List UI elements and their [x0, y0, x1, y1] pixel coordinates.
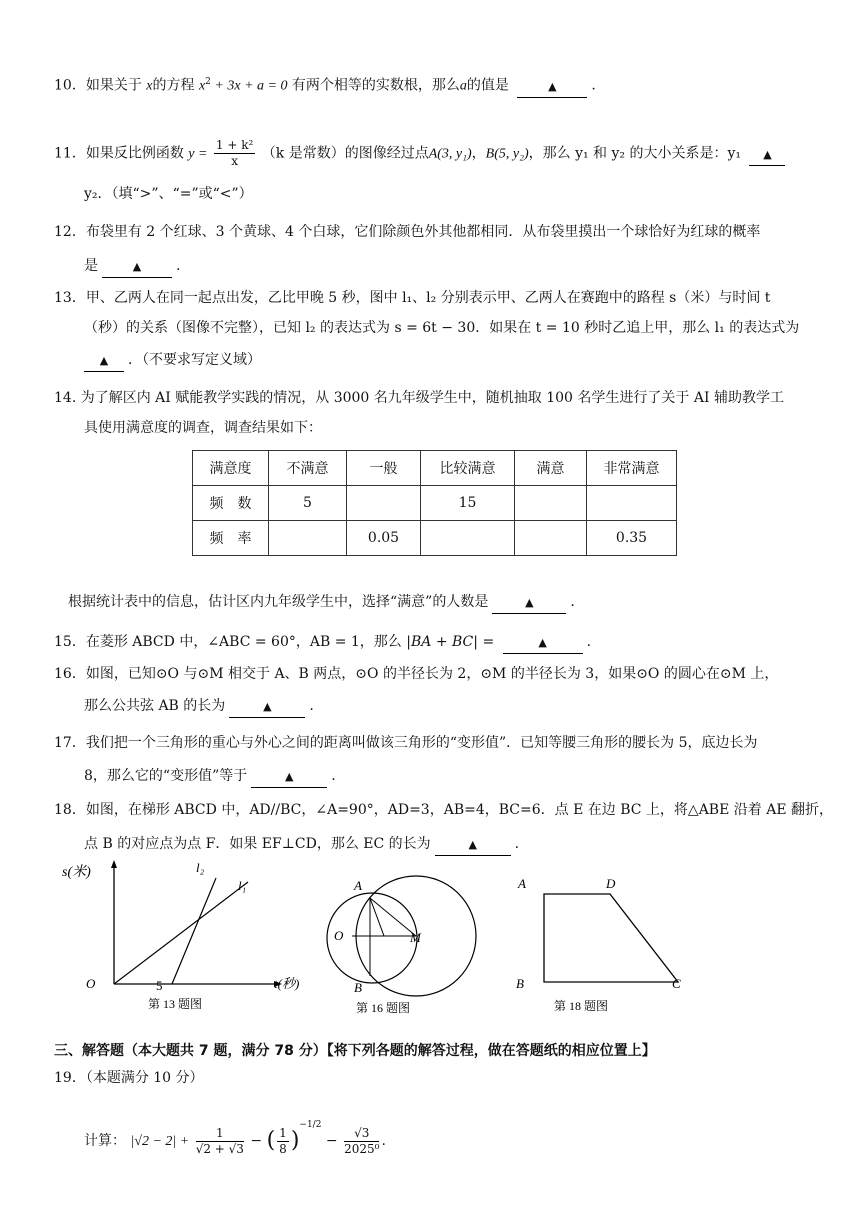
question-10: 10．如果关于 x的方程 $x^2 + 3x + a = 0$ 有两个相等的实数根，那么a的值是 ▲ . — [54, 72, 596, 98]
label-o: O — [334, 928, 344, 943]
y-axis-arrow-icon — [111, 860, 117, 868]
question-15: 15．在菱形 ABCD 中，∠ABC = 60°，AB = 1，那么 |BA + BC| = ▲ . — [54, 632, 591, 654]
question-13-line3: ▲ ．（不要求写定义域） — [84, 350, 261, 372]
question-14-line2: 具使用满意度的调查，调查结果如下： — [84, 420, 322, 436]
label-c: C — [672, 976, 681, 991]
table-row: 频 数 5 15 — [193, 486, 677, 521]
table-row: 频 率 0.05 0.35 — [193, 521, 677, 556]
figure-13 — [56, 856, 316, 1016]
l1-label: l₁ — [238, 878, 247, 893]
figure-18 — [506, 868, 696, 1018]
figure-caption: 第 13 题图 — [148, 997, 203, 1011]
question-14: 14. 为了解区内 AI 赋能教学实践的情况，从 3000 名九年级学生中，随机抽取 100 名学生进行了关于 AI 辅助教学工 — [54, 390, 784, 406]
answer-blank-13[interactable]: ▲ — [84, 350, 124, 372]
label-a: A — [354, 878, 362, 893]
origin-label: O — [86, 976, 96, 991]
question-18: 18．如图，在梯形 ABCD 中，AD//BC，∠A=90°，AD=3，AB=4，BC=6．点 E 在边 BC 上，将△ABE 沿着 AE 翻折， — [54, 802, 833, 818]
question-19-expression: 计算： |√2 − 2| + $\frac{1}{√2 + √3}$ − ( $\frac{1}{8}$ )$^{-1/2}$ − $\frac{√3}{\text{2025⁰}}$ . — [84, 1120, 386, 1156]
question-19: 19．（本题满分 10 分） — [54, 1070, 204, 1086]
question-13: 13．甲、乙两人在同一起点出发，乙比甲晚 5 秒，图中 l₁、l₂ 分别表示甲、乙两人在赛跑中的路程 s（米）与时间 t — [54, 290, 771, 306]
figure-caption: 第 16 题图 — [356, 1001, 411, 1015]
y-axis-label: s(米) — [62, 865, 91, 880]
answer-blank-11[interactable]: ▲ — [749, 144, 785, 166]
section-3-heading: 三、解答题（本大题共 7 题，满分 78 分）【将下列各题的解答过程，做在答题纸的相应位置上】 — [54, 1043, 656, 1059]
question-12: 12．布袋里有 2 个红球、3 个黄球、4 个白球，它们除颜色外其他都相同．从布袋里摸出一个球恰好为红球的概率 — [54, 224, 761, 240]
answer-blank-12[interactable]: ▲ — [102, 256, 172, 278]
answer-blank-15[interactable]: ▲ — [503, 632, 583, 654]
line-l2 — [172, 878, 216, 984]
figure-caption: 第 18 题图 — [554, 999, 609, 1013]
x-axis-label: t(秒) — [274, 976, 300, 991]
label-a: A — [518, 876, 526, 891]
question-14-after: 根据统计表中的信息，估计区内九年级学生中，选择“满意”的人数是 ▲ . — [68, 592, 575, 614]
answer-blank-10[interactable]: ▲ — [517, 76, 587, 98]
label-b: B — [354, 980, 362, 995]
line-l1 — [114, 882, 248, 984]
answer-blank-16[interactable]: ▲ — [229, 696, 305, 718]
question-11-line2: y₂．（填“>”、“=”或“<”） — [84, 186, 253, 202]
l2-label: l₂ — [196, 860, 205, 875]
question-16-line2: 那么公共弦 AB 的长为 ▲ . — [84, 696, 314, 718]
question-18-line2: 点 B 的对应点为点 F．如果 EF⊥CD，那么 EC 的长为 ▲ . — [84, 834, 519, 856]
answer-blank-14[interactable]: ▲ — [492, 592, 566, 614]
question-12-line2: 是 ▲ . — [84, 256, 180, 278]
question-17: 17．我们把一个三角形的重心与外心之间的距离叫做该三角形的“变形值”．已知等腰三角形的腰长为 5，底边长为 — [54, 735, 758, 751]
satisfaction-table — [192, 450, 677, 556]
question-17-line2: 8，那么它的“变形值”等于 ▲ . — [84, 766, 336, 788]
trapezoid-abcd — [544, 894, 678, 982]
answer-blank-18[interactable]: ▲ — [435, 834, 511, 856]
question-11: 11．如果反比例函数 y = $\frac{\text{1 + k²}}{x}$ （k 是常数）的图像经过点A(3, y₁)，B(5, y₂)，那么 y₁ 和 y₂ 的大小关系是：y₁ ▲ — [54, 138, 789, 169]
tick-label-5: 5 — [156, 978, 163, 993]
fraction: $\frac{\text{1 + k²}}{x}$ — [215, 138, 254, 168]
label-m: M — [410, 930, 421, 945]
question-16: 16．如图，已知⊙O 与⊙M 相交于 A、B 两点，⊙O 的半径长为 2，⊙M 的半径长为 3，如果⊙O 的圆心在⊙M 上， — [54, 666, 779, 682]
table-header-row: 满意度 不满意 一般 比较满意 满意 非常满意 — [193, 451, 677, 486]
question-13-line2: （秒）的关系（图像不完整），已知 l₂ 的表达式为 s = 6t − 30．如果在 t = 10 秒时乙追上甲，那么 l₁ 的表达式为 — [84, 320, 800, 336]
label-d: D — [606, 876, 616, 891]
answer-blank-17[interactable]: ▲ — [251, 766, 327, 788]
figure-16 — [312, 868, 492, 1018]
label-b: B — [516, 976, 524, 991]
